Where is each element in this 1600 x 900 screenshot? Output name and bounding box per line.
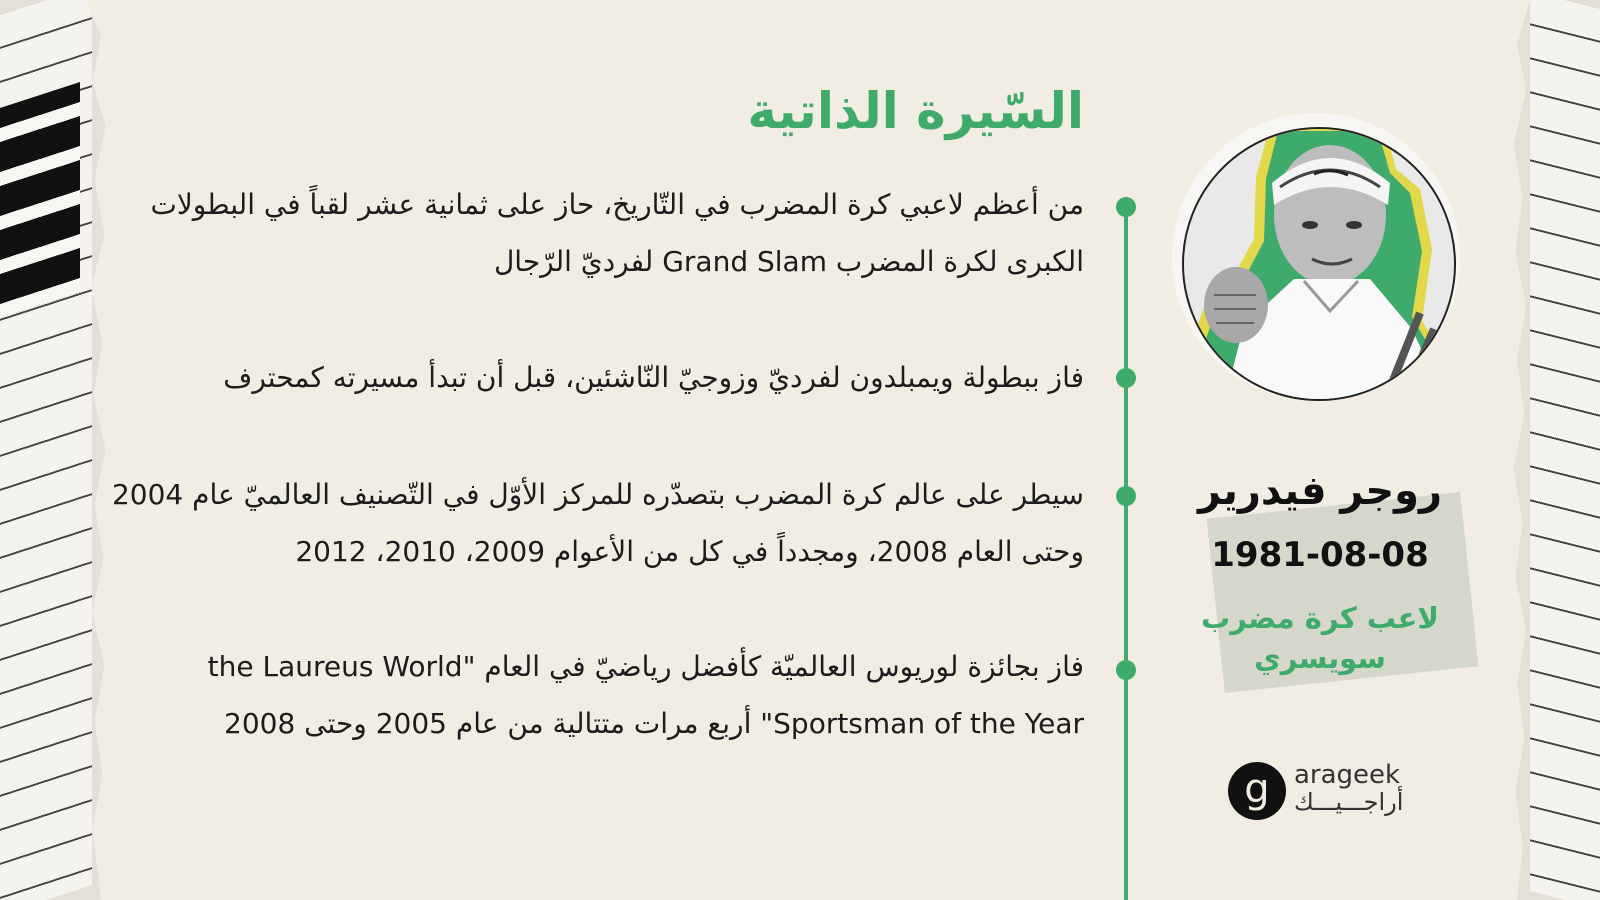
timeline-item-1: من أعظم لاعبي كرة المضرب في التّاريخ، حاز على ثمانية عشر لقباً في البطولات الكبرى لكرة المضرب Grand Slam لفرديّ الرّجال — [150, 188, 1084, 278]
timeline-dot — [1116, 660, 1136, 680]
arageek-logo — [1228, 760, 1428, 822]
timeline-dot — [1116, 197, 1136, 217]
profile-photo — [1182, 127, 1456, 401]
timeline-item-4: فاز بجائزة لوريوس العالميّة كأفضل رياضيّ في العام "the Laureus World Sportsman of the Year" أربع مرات متتالية من عام 2005 وحتى 2008 — [207, 650, 1084, 740]
timeline-item-2: فاز ببطولة ويمبلدون لفرديّ وزوجيّ النّاشئين، قبل أن تبدأ مسيرته كمحترف — [223, 361, 1084, 394]
logo-name-ar: أراجـــيـــك — [1294, 788, 1404, 816]
profile-name: روجر فيدرير — [1197, 468, 1443, 514]
timeline-dot — [1116, 486, 1136, 506]
page-title: السّيرة الذاتية — [747, 82, 1084, 140]
timeline-line — [1124, 207, 1128, 900]
left-torn-newspaper — [0, 0, 110, 900]
logo-name-en: arageek — [1294, 760, 1401, 790]
profile-role: لاعب كرة مضرب سويسري — [1200, 601, 1440, 675]
timeline-dot — [1116, 368, 1136, 388]
right-torn-newspaper — [1510, 0, 1600, 900]
logo-g-icon: g — [1228, 762, 1286, 820]
timeline-item-3: سيطر على عالم كرة المضرب بتصدّره للمركز الأوّل في التّصنيف العالميّ عام 2004 وحتى العام 2008، ومجدداً في كل من الأعوام 2009، 2010، 2012 — [111, 478, 1084, 568]
profile-birth-date: 1981-08-08 — [1211, 535, 1429, 575]
